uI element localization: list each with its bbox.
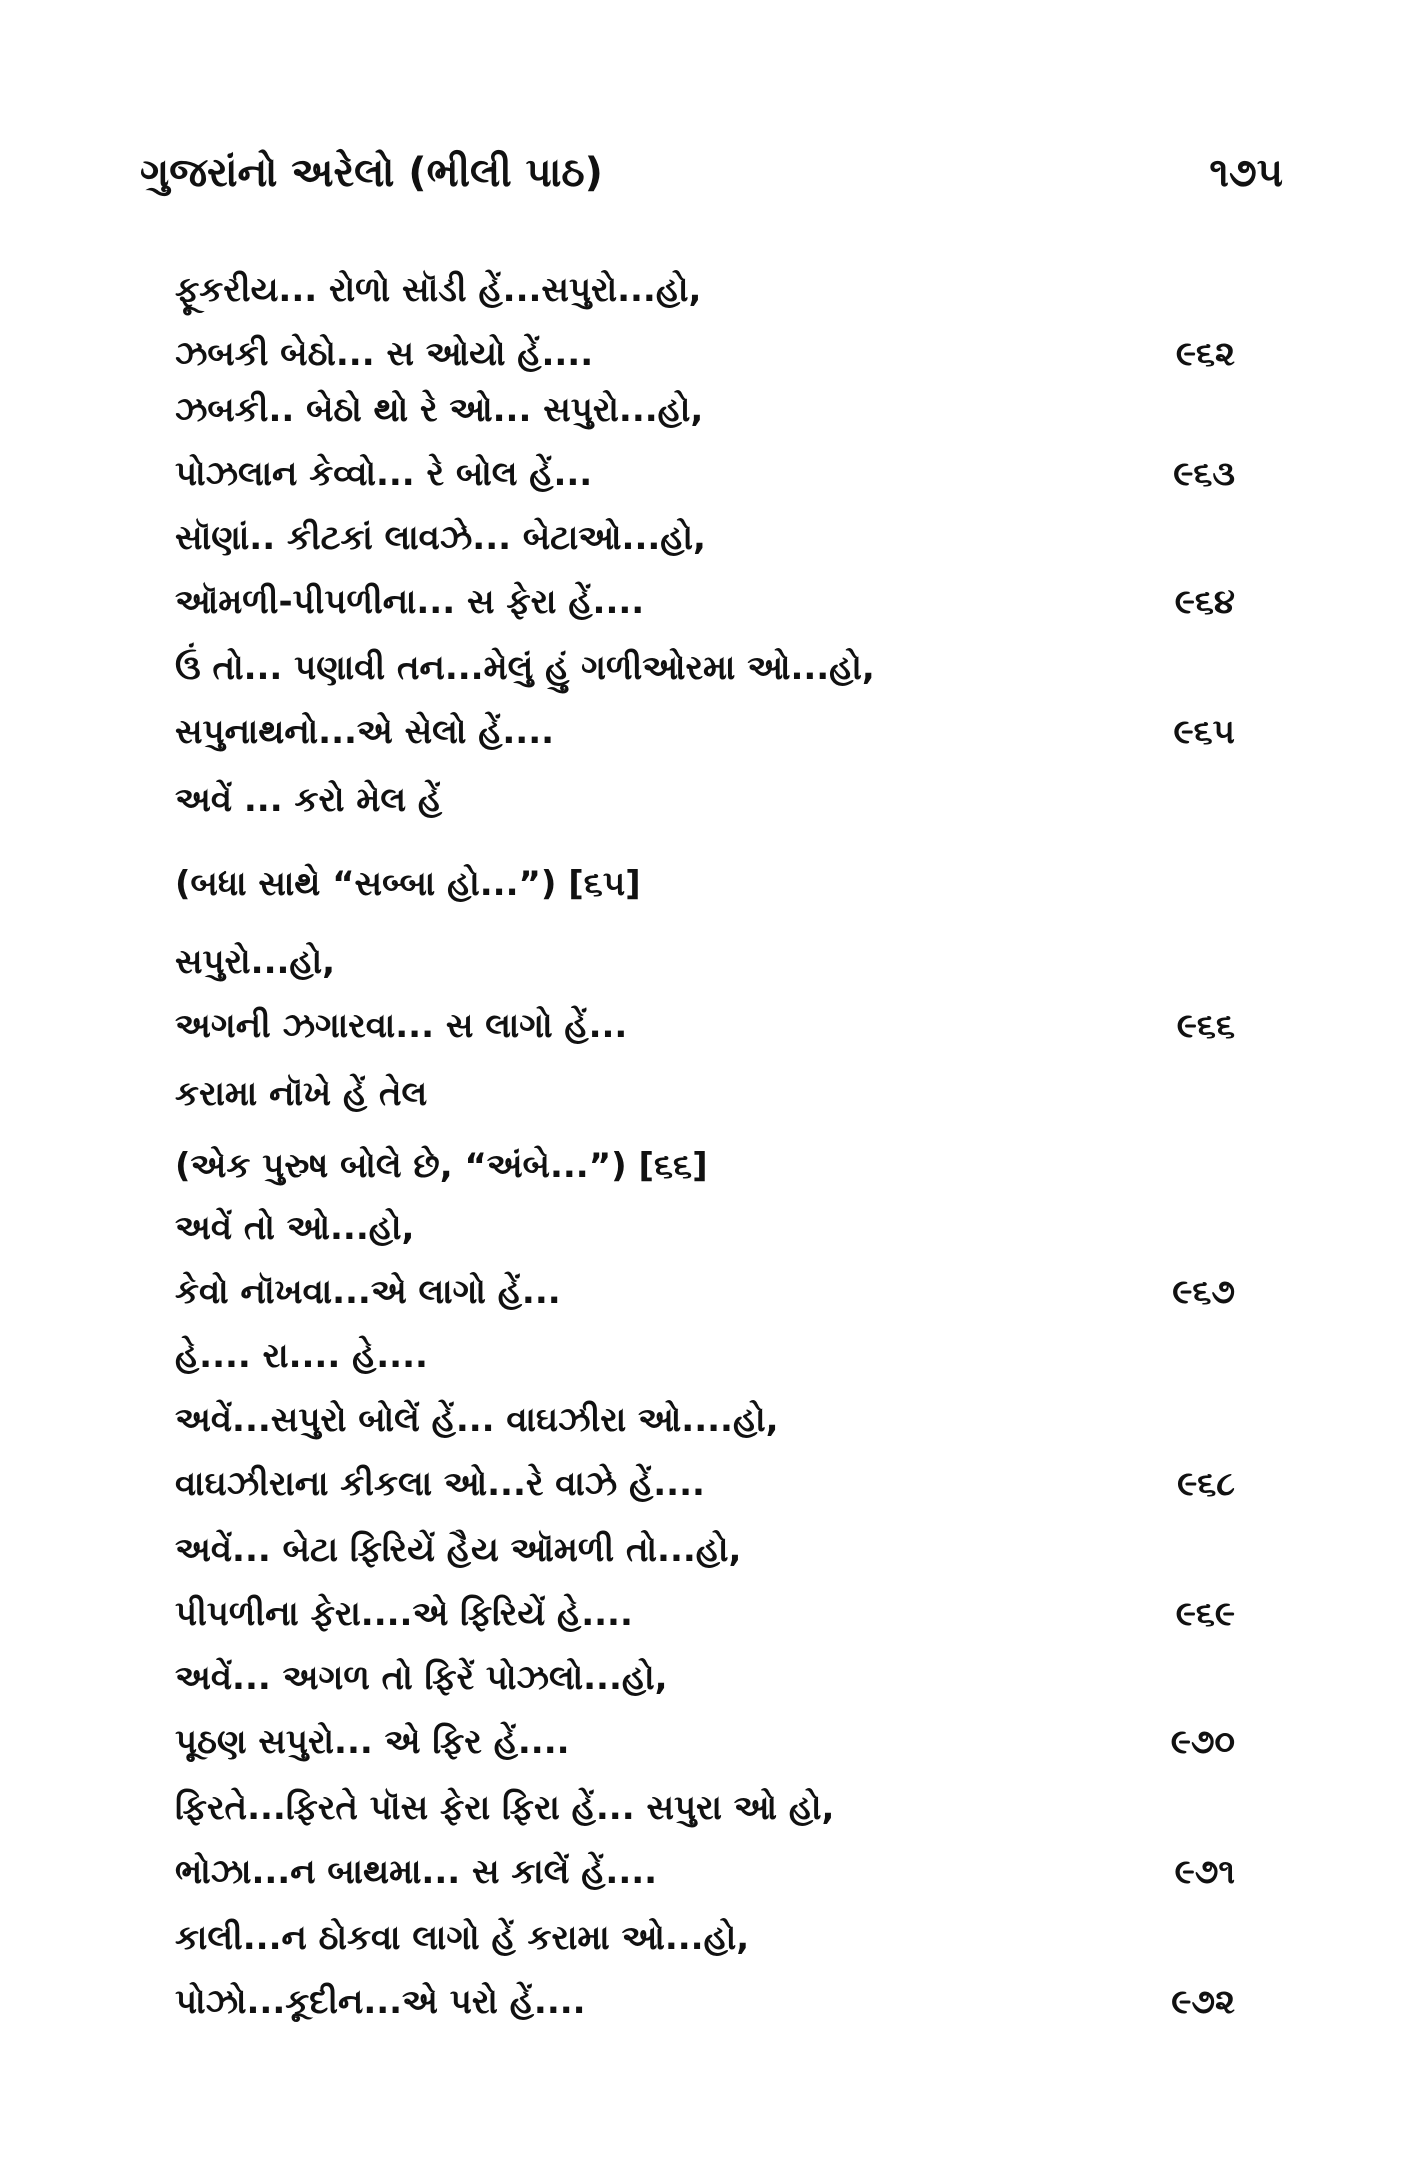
verse-line: સૉણાં.. કીટકાં લાવઝે... બેટાઓ...હો, xyxy=(175,518,706,558)
stanza xyxy=(175,852,1235,916)
stanza xyxy=(175,1134,1235,1198)
verse-line: અવેં તો ઓ...હો, xyxy=(175,1208,415,1248)
verse-line: અવેં... બેટા ફિરિયેં હૈય ઑમળી તો...હો, xyxy=(175,1530,742,1570)
stanza xyxy=(175,258,1235,386)
verse-line: અવેં ... કરો મેલ હેં xyxy=(175,780,443,820)
verse-line: ઝબકી.. બેઠો થો રે ઓ... સપુરો...હો, xyxy=(175,390,704,430)
stanza xyxy=(175,1776,1235,1904)
stanza xyxy=(175,1646,1235,1774)
verse-number: ૯૭૦ xyxy=(1170,1722,1235,1762)
stanza xyxy=(175,636,1235,764)
stanza xyxy=(175,1196,1235,1324)
stanza xyxy=(175,930,1235,1058)
verse-line: પૂઠણ સપુરો... એ ફિર હેં.... ૯૭૦ xyxy=(175,1710,1235,1774)
verse-line: પોઝો...કૂદીન...એ પરો હેં.... ૯૭૨ xyxy=(175,1970,1235,2034)
verse-number: ૯૬૫ xyxy=(1173,712,1235,752)
verse-number: ૯૭૨ xyxy=(1171,1982,1235,2022)
stanza xyxy=(175,1324,1235,1388)
verse-line: ફૂકરીય... રોળો સૉડી હેં...સપુરો...હો, xyxy=(175,270,702,310)
verse-number: ૯૬૩ xyxy=(1173,454,1235,494)
verse-line: ઝબકી બેઠો... સ ઓયો હેં.... ૯૬૨ xyxy=(175,322,1235,386)
verse-number: ૯૬૨ xyxy=(1175,334,1235,374)
verse-line: ઑમળી-પીપળીના... સ ફેરા હેં.... ૯૬૪ xyxy=(175,570,1235,634)
verse-number: ૯૬૬ xyxy=(1176,1006,1235,1046)
verse-line: કેવો નૉખવા...એ લાગો હેં... ૯૬૭ xyxy=(175,1260,1235,1324)
verse-line: કરામા નૉખે હેં તેલ xyxy=(175,1074,428,1114)
stanza xyxy=(175,506,1235,634)
page-number: ૧૭૫ xyxy=(1209,150,1283,196)
verse-line: ભોઝા...ન બાથમા... સ કાલેં હેં.... ૯૭૧ xyxy=(175,1840,1235,1904)
running-header xyxy=(140,150,1283,210)
verse-line: કાલી...ન ઠોકવા લાગો હેં કરામા ઓ...હો, xyxy=(175,1918,750,1958)
verse-number: ૯૬૮ xyxy=(1177,1464,1235,1504)
stanza xyxy=(175,1518,1235,1646)
verse-number: ૯૬૯ xyxy=(1175,1594,1235,1634)
verse-line: પીપળીના ફેરા....એ ફિરિયેં હે.... ૯૬૯ xyxy=(175,1582,1235,1646)
stanza xyxy=(175,1906,1235,2034)
verse-line: પોઝલાન કેવ્વો... રે બોલ હેં... ૯૬૩ xyxy=(175,442,1235,506)
verse-number: ૯૬૪ xyxy=(1174,582,1235,622)
verse-line: સપુનાથનો...એ સેલો હેં.... ૯૬૫ xyxy=(175,700,1235,764)
verse-number: ૯૬૭ xyxy=(1172,1272,1235,1312)
stanza xyxy=(175,1062,1235,1126)
stanza xyxy=(175,378,1235,506)
verse-line: અવેં... અગળ તો ફિરેં પોઝલો...હો, xyxy=(175,1658,668,1698)
stanza xyxy=(175,1388,1235,1516)
verse-line: સપુરો...હો, xyxy=(175,942,336,982)
verse-line: ફિરતે...ફિરતે પૉસ ફેરા ફિરા હેં... સપુરા ઓ હો, xyxy=(175,1788,835,1828)
verse-line: હે.... રા.... હે.... xyxy=(175,1336,428,1376)
verse-line: અગની ઝગારવા... સ લાગો હેં... ૯૬૬ xyxy=(175,994,1235,1058)
verse-line: વાઘઝીરાના કીકલા ઓ...રે વાઝે હેં.... ૯૬૮ xyxy=(175,1452,1235,1516)
verse-line: ઉં તો... પણાવી તન...મેલું હું ગળીઓરમા ઓ...હો, xyxy=(175,648,875,688)
stanza xyxy=(175,768,1235,832)
verse-number: ૯૭૧ xyxy=(1174,1852,1235,1892)
stage-direction: (બધા સાથે “સબ્બા હો...”) [૬૫] xyxy=(175,864,641,904)
stage-direction: (એક પુરુષ બોલે છે, “અંબે...”) [૬૬] xyxy=(175,1146,708,1186)
verse-line: અવેં...સપુરો બોલેં હેં... વાઘઝીરા ઓ....હો, xyxy=(175,1400,779,1440)
page-title: ગુજરાંનો અરેલો (ભીલી પાઠ) xyxy=(140,150,603,196)
